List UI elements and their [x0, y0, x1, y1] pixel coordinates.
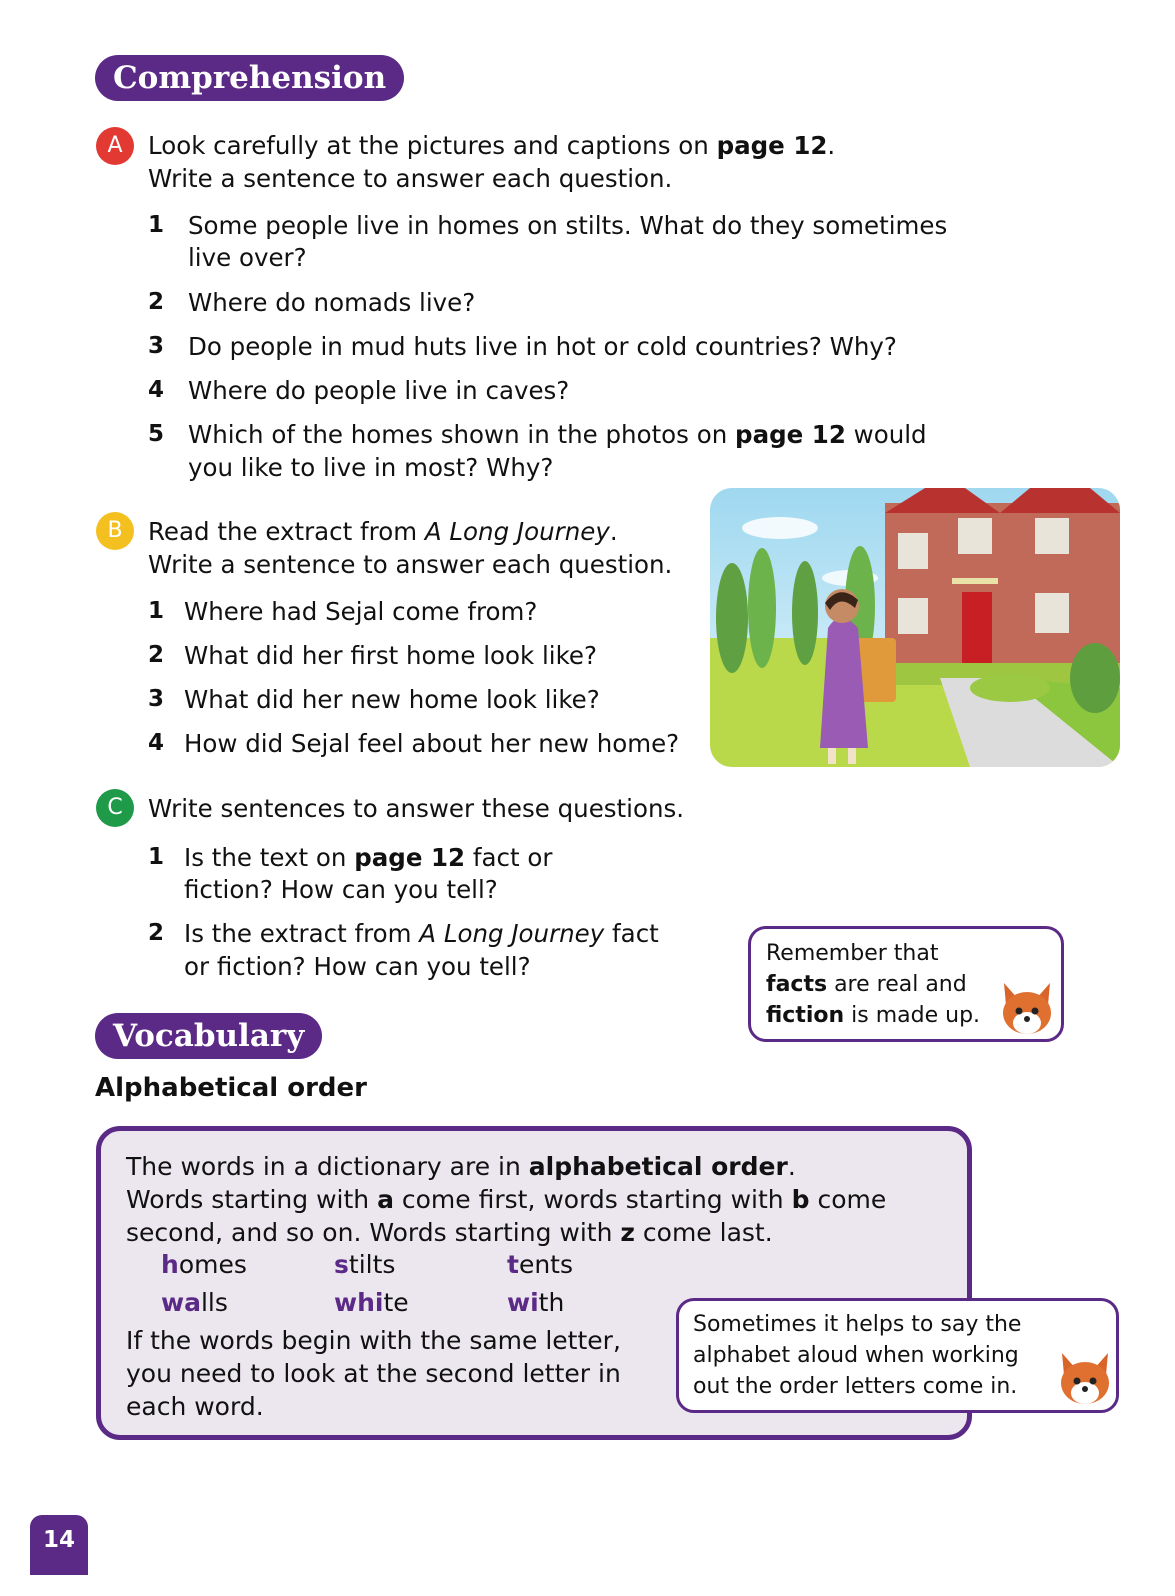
example-word: white — [334, 1288, 409, 1317]
box-text: If the words begin with the same letter, — [126, 1326, 621, 1355]
question-number: 1 — [148, 212, 165, 238]
box-text: The words in a dictionary are in alphabetical order. — [126, 1152, 796, 1181]
example-word: tents — [507, 1250, 574, 1279]
example-word: stilts — [334, 1250, 396, 1279]
comprehension-heading: Comprehension — [95, 55, 404, 101]
question-number: 4 — [148, 730, 165, 756]
hint-text: Remember that — [766, 941, 939, 966]
question-text: What did her new home look like? — [184, 685, 600, 714]
section-c-instruction: Write sentences to answer these questions. — [148, 794, 685, 823]
question-number: 1 — [148, 598, 165, 624]
question-text: Do people in mud huts live in hot or cold countries? Why? — [188, 332, 897, 361]
page-number: 14 — [30, 1515, 88, 1575]
box-text: second, and so on. Words starting with z come last. — [126, 1218, 773, 1247]
section-a-badge: A — [96, 127, 134, 165]
question-text-cont: or fiction? How can you tell? — [184, 952, 531, 981]
question-text: Which of the homes shown in the photos on page 12 would — [188, 420, 927, 449]
question-number: 3 — [148, 333, 165, 359]
box-text: you need to look at the second letter in — [126, 1359, 621, 1388]
section-a-instruction: Look carefully at the pictures and captions on page 12. — [148, 131, 836, 160]
hint-text: Sometimes it helps to say the — [693, 1312, 1022, 1337]
question-text: Is the extract from A Long Journey fact — [184, 919, 659, 948]
question-text: Is the text on page 12 fact or — [184, 843, 553, 872]
fox-mascot-icon — [996, 979, 1058, 1039]
box-text: Words starting with a come first, words starting with b come — [126, 1185, 887, 1214]
illustration-girl-house — [710, 488, 1120, 767]
question-number: 2 — [148, 642, 165, 668]
question-text: Some people live in homes on stilts. What do they sometimes — [188, 211, 948, 240]
question-number: 2 — [148, 289, 165, 315]
section-b-instruction-2: Write a sentence to answer each question. — [148, 550, 673, 579]
hint-box-alphabet — [676, 1298, 1119, 1413]
fox-mascot-icon — [1054, 1349, 1116, 1409]
box-text: each word. — [126, 1392, 264, 1421]
vocabulary-heading: Vocabulary — [95, 1013, 322, 1059]
question-number: 5 — [148, 421, 165, 447]
section-c-badge: C — [96, 789, 134, 827]
question-text: Where do nomads live? — [188, 288, 476, 317]
hint-text: fiction is made up. — [766, 1003, 981, 1028]
question-text-cont: you like to live in most? Why? — [188, 453, 554, 482]
hint-box-facts — [748, 926, 1064, 1042]
section-a-instruction-2: Write a sentence to answer each question. — [148, 164, 673, 193]
hint-text: out the order letters come in. — [693, 1374, 1018, 1399]
question-text-cont: live over? — [188, 243, 307, 272]
hint-text: alphabet aloud when working — [693, 1343, 1019, 1368]
question-number: 1 — [148, 844, 165, 870]
question-number: 3 — [148, 686, 165, 712]
section-b-instruction: Read the extract from A Long Journey. — [148, 517, 618, 546]
example-word: walls — [161, 1288, 228, 1317]
question-text: Where do people live in caves? — [188, 376, 570, 405]
question-text: Where had Sejal come from? — [184, 597, 538, 626]
section-b-badge: B — [96, 512, 134, 550]
hint-text: facts are real and — [766, 972, 967, 997]
alphabetical-order-subheading: Alphabetical order — [95, 1073, 367, 1103]
question-number: 4 — [148, 377, 165, 403]
example-word: homes — [161, 1250, 247, 1279]
question-number: 2 — [148, 920, 165, 946]
question-text: What did her first home look like? — [184, 641, 597, 670]
question-text-cont: fiction? How can you tell? — [184, 875, 498, 904]
question-text: How did Sejal feel about her new home? — [184, 729, 680, 758]
example-word: with — [507, 1288, 565, 1317]
